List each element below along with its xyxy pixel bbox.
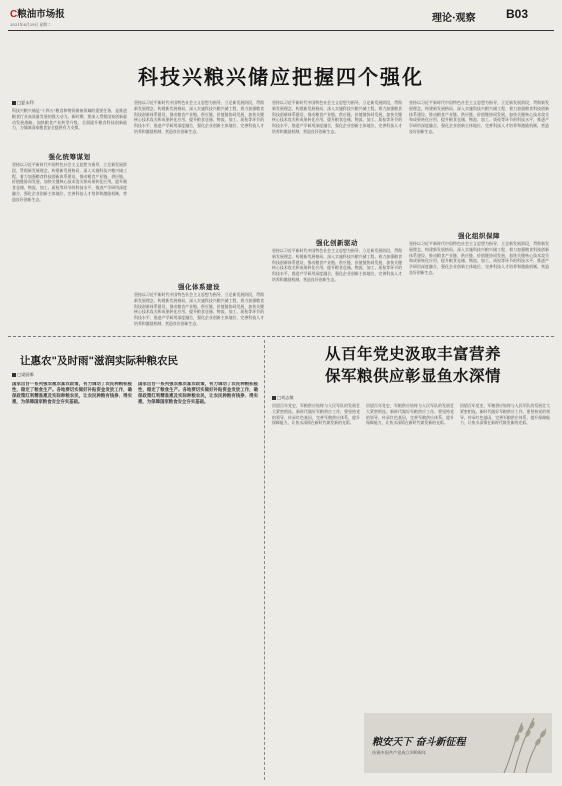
article-body: 坚持以习近平新时代中国特色社会主义思想为指导，立足新发展阶段，贯彻新发展理念，构建新发展格局，深入实施科技兴粮兴储工程，着力加强粮食科技创新体系建设，推动粮食产业链、供应链、价值链协同发展，加快关键核心技术攻关和成果转化应用，提升粮食仓储、物流、加工、质检等环节的科技水平，推进产学研用深度融合，强化企业创新主体地位，完善科技人才培养和激励机制，营造良好创新生态。 bbox=[272, 100, 402, 134]
section-heading: 强化组织保障 bbox=[458, 232, 500, 240]
article-byline: □夏永利 bbox=[12, 100, 34, 106]
article-body: 回望百年党史，军粮供应始终与人民军队的发展壮大紧密相连。新时代做好军粮供应工作，要坚持党的领导，传承红色基因，完善军粮供应体系，提升保障能力，让鱼水深情在新时代焕发新的光彩。 bbox=[460, 403, 550, 426]
logo-mark-icon: C bbox=[10, 9, 18, 20]
issue-date: 2021年6月29日 星期二 bbox=[10, 22, 51, 27]
article-byline: □梁丽娜 bbox=[12, 372, 34, 378]
article-body: 坚持以习近平新时代中国特色社会主义思想为指导，立足新发展阶段，贯彻新发展理念，构建新发展格局，深入实施科技兴粮兴储工程，着力加强粮食科技创新体系建设，推动粮食产业链、供应链、价值链协同发展，加快关键核心技术攻关和成果转化应用，提升粮食仓储、物流、加工、质检等环节的科技水平，推进产学研用深度融合，强化企业创新主体地位，完善科技人才培养和激励机制，营造良好创新生态。 bbox=[409, 241, 549, 275]
article-body: 坚持以习近平新时代中国特色社会主义思想为指导，立足新发展阶段，贯彻新发展理念，构建新发展格局，深入实施科技兴粮兴储工程，着力加强粮食科技创新体系建设，推动粮食产业链、供应链、价值链协同发展，加快关键核心技术攻关和成果转化应用，提升粮食仓储、物流、加工、质检等环节的科技水平，推进产学研用深度融合，强化企业创新主体地位，完善科技人才培养和激励机制，营造良好创新生态。 bbox=[409, 100, 549, 134]
column-divider bbox=[264, 340, 265, 780]
article-headline: 从百年党史汲取丰富营养 bbox=[324, 345, 501, 363]
article-body: 坚持以习近平新时代中国特色社会主义思想为指导，立足新发展阶段，贯彻新发展理念，构建新发展格局，深入实施科技兴粮兴储工程，着力加强粮食科技创新体系建设，推动粮食产业链、供应链、价值链协同发展，加快关键核心技术攻关和成果转化应用，提升粮食仓储、物流、加工、质检等环节的科技水平，推进产学研用深度融合，强化企业创新主体地位，完善科技人才培养和激励机制，营造良好创新生态。 bbox=[12, 162, 127, 202]
anniversary-banner bbox=[364, 713, 552, 773]
page-number: B03 bbox=[506, 7, 529, 21]
section-divider bbox=[8, 336, 554, 337]
banner-subtitle: 庆祝中国共产党成立100周年 bbox=[372, 750, 427, 755]
article-body: 国家出台一系列强农惠农富农政策，有力调动了农民种粮积极性，稳定了粮食生产。各地要切实做好补贴资金发放工作，确保政策红利精准惠及实际种粮农民，让农民种粮有钱挣、得实惠，为保障国家粮食安全夯实基础。 bbox=[138, 382, 258, 405]
article-body: 国家出台一系列强农惠农富农政策，有力调动了农民种粮积极性，稳定了粮食生产。各地要切实做好补贴资金发放工作，确保政策红利精准惠及实际种粮农民，让农民种粮有钱挣、得实惠，为保障国家粮食安全夯实基础。 bbox=[12, 382, 132, 405]
article-body: 回望百年党史，军粮供应始终与人民军队的发展壮大紧密相连。新时代做好军粮供应工作，要坚持党的领导，传承红色基因，完善军粮供应体系，提升保障能力，让鱼水深情在新时代焕发新的光彩。 bbox=[272, 403, 360, 426]
article-headline: 保军粮供应彰显鱼水深情 bbox=[324, 367, 501, 385]
article-body: 坚持以习近平新时代中国特色社会主义思想为指导，立足新发展阶段，贯彻新发展理念，构建新发展格局，深入实施科技兴粮兴储工程，着力加强粮食科技创新体系建设，推动粮食产业链、供应链、价值链协同发展，加快关键核心技术攻关和成果转化应用，提升粮食仓储、物流、加工、质检等环节的科技水平，推进产学研用深度融合，强化企业创新主体地位，完善科技人才培养和激励机制，营造良好创新生态。 bbox=[134, 100, 264, 134]
article-body: 坚持以习近平新时代中国特色社会主义思想为指导，立足新发展阶段，贯彻新发展理念，构建新发展格局，深入实施科技兴粮兴储工程，着力加强粮食科技创新体系建设，推动粮食产业链、供应链、价值链协同发展，加快关键核心技术攻关和成果转化应用，提升粮食仓储、物流、加工、质检等环节的科技水平，推进产学研用深度融合，强化企业创新主体地位，完善科技人才培养和激励机制，营造良好创新生态。 bbox=[134, 292, 264, 326]
article-headline: 科技兴粮兴储应把握四个强化 bbox=[138, 65, 424, 89]
newspaper-logo: C粮油市场报 bbox=[10, 9, 65, 20]
section-name: 理论·观察 bbox=[432, 13, 476, 24]
masthead bbox=[0, 0, 562, 46]
header-rule bbox=[8, 30, 554, 31]
article-byline: □刘志敏 bbox=[272, 395, 294, 401]
article-headline: 让惠农"及时雨"滋润实际种粮农民 bbox=[20, 355, 178, 367]
section-heading: 强化体系建设 bbox=[178, 283, 220, 291]
article-body: 坚持以习近平新时代中国特色社会主义思想为指导，立足新发展阶段，贯彻新发展理念，构建新发展格局，深入实施科技兴粮兴储工程，着力加强粮食科技创新体系建设，推动粮食产业链、供应链、价值链协同发展，加快关键核心技术攻关和成果转化应用，提升粮食仓储、物流、加工、质检等环节的科技水平，推进产学研用深度融合，强化企业创新主体地位，完善科技人才培养和激励机制，营造良好创新生态。 bbox=[272, 248, 402, 282]
article-body: 回望百年党史，军粮供应始终与人民军队的发展壮大紧密相连。新时代做好军粮供应工作，要坚持党的领导，传承红色基因，完善军粮供应体系，提升保障能力，让鱼水深情在新时代焕发新的光彩。 bbox=[366, 403, 454, 426]
article-intro: 科技兴粮兴储是"十四五"粮食和物资储备领域的重要任务，是推进粮食行业高质量发展的强大动力。新时期，要深入贯彻国家创新驱动发展战略，加快粮食产业转型升级，全面提升粮食科技创新能力，为保障国家粮食安全提供有力支撑。 bbox=[12, 108, 127, 131]
section-heading: 强化创新驱动 bbox=[316, 239, 358, 247]
banner-slogan: 粮安天下 奋斗新征程 bbox=[372, 737, 466, 748]
section-heading: 强化统筹谋划 bbox=[48, 153, 91, 161]
